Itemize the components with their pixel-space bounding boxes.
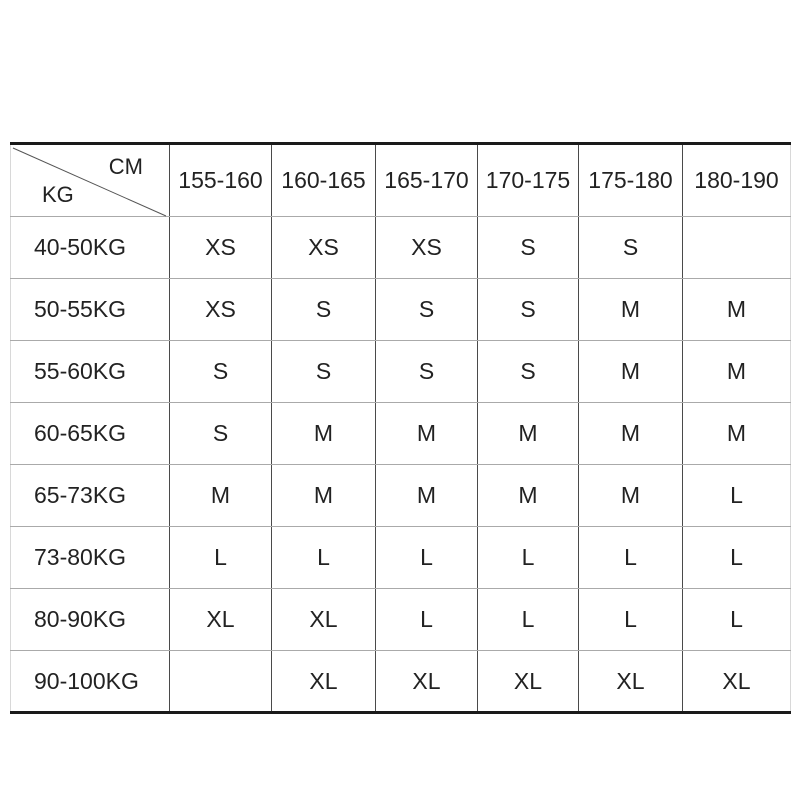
size-cell: L: [683, 527, 791, 589]
height-column-header: 165-170: [376, 144, 478, 217]
height-column-header: 175-180: [579, 144, 683, 217]
size-chart-table: [10, 142, 791, 714]
size-cell: S: [478, 217, 579, 279]
height-column-header: 170-175: [478, 144, 579, 217]
diagonal-divider: [11, 145, 170, 218]
size-cell: S: [478, 341, 579, 403]
size-cell: M: [376, 465, 478, 527]
size-cell: S: [579, 217, 683, 279]
table-row: [11, 589, 791, 651]
size-cell: XL: [170, 589, 272, 651]
height-column-header: 155-160: [170, 144, 272, 217]
size-cell: M: [683, 341, 791, 403]
size-cell: XS: [376, 217, 478, 279]
size-cell: M: [579, 279, 683, 341]
size-cell: L: [579, 527, 683, 589]
header-row: [11, 144, 791, 217]
size-cell: L: [376, 589, 478, 651]
size-cell: L: [579, 589, 683, 651]
size-cell: XS: [272, 217, 376, 279]
size-cell: L: [272, 527, 376, 589]
table-row: [11, 465, 791, 527]
size-cell: L: [478, 589, 579, 651]
size-cell: S: [478, 279, 579, 341]
size-cell: S: [272, 341, 376, 403]
size-cell: XL: [722, 667, 751, 694]
size-cell: XS: [170, 217, 272, 279]
size-cell: L: [683, 589, 791, 651]
size-cell: S: [170, 403, 272, 465]
size-cell: M: [579, 341, 683, 403]
weight-row-label: 40-50KG: [11, 217, 170, 279]
weight-row-label: 90-100KG: [11, 651, 170, 713]
size-cell: L: [478, 527, 579, 589]
size-cell: XL: [272, 651, 376, 713]
size-cell: [683, 217, 791, 279]
size-cell: [170, 651, 272, 713]
size-cell: M: [272, 465, 376, 527]
size-cell: XL: [272, 589, 376, 651]
size-cell: M: [683, 279, 791, 341]
table-row: [11, 217, 791, 279]
size-cell: M: [478, 465, 579, 527]
size-cell: M: [683, 403, 791, 465]
weight-row-label: 60-65KG: [11, 403, 170, 465]
table-row: [11, 279, 791, 341]
size-cell: S: [376, 341, 478, 403]
size-cell: M: [272, 403, 376, 465]
height-column-header: 180-190: [683, 144, 791, 217]
weight-row-label: 55-60KG: [11, 341, 170, 403]
weight-unit-label: KG: [42, 182, 74, 207]
size-cell: S: [376, 279, 478, 341]
table-row: [11, 651, 791, 713]
weight-row-label: 65-73KG: [11, 465, 170, 527]
size-cell: L: [683, 465, 791, 527]
size-cell: XL: [579, 651, 683, 713]
size-cell: M: [376, 403, 478, 465]
height-unit-label: CM: [108, 154, 143, 179]
size-cell: XS: [170, 279, 272, 341]
corner-cell: [11, 144, 170, 217]
size-cell: L: [170, 527, 272, 589]
weight-row-label: 80-90KG: [11, 589, 170, 651]
table-row: [11, 527, 791, 589]
table-row: [11, 403, 791, 465]
weight-row-label: 50-55KG: [11, 279, 170, 341]
size-cell: M: [579, 403, 683, 465]
table-row: [11, 341, 791, 403]
size-cell: L: [376, 527, 478, 589]
size-cell: M: [170, 465, 272, 527]
size-cell: S: [272, 279, 376, 341]
size-cell: XL: [478, 651, 579, 713]
size-cell: M: [579, 465, 683, 527]
size-cell: S: [170, 341, 272, 403]
size-cell: XL: [376, 651, 478, 713]
weight-row-label: 73-80KG: [11, 527, 170, 589]
height-column-header: 160-165: [272, 144, 376, 217]
size-cell: M: [478, 403, 579, 465]
